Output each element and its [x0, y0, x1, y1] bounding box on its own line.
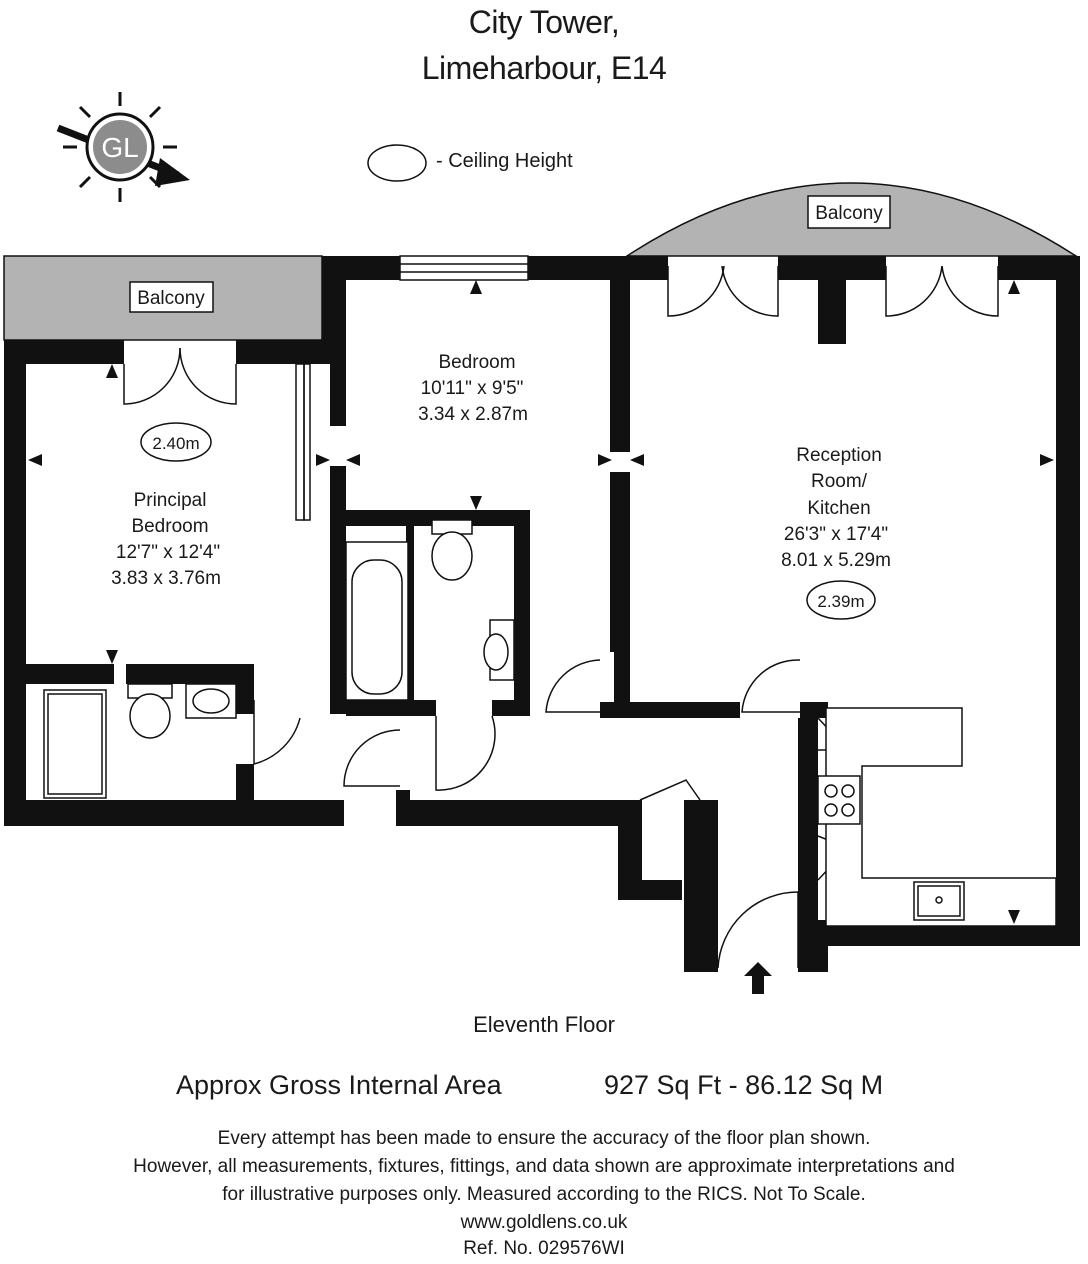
reception-metric: 8.01 x 5.29m	[781, 550, 891, 571]
disclaimer-line3: for illustrative purposes only. Measured according to the RICS. Not To Scale.	[222, 1184, 866, 1205]
ceiling-height-legend-icon	[368, 145, 426, 181]
principal-bedroom-name-2: Bedroom	[131, 516, 209, 537]
bedroom-metric: 3.34 x 2.87m	[418, 404, 528, 425]
reception-name-1: Reception	[796, 445, 882, 466]
bedroom-name: Bedroom	[438, 352, 516, 373]
principal-bedroom-name-1: Principal	[133, 490, 207, 511]
reception-name-3: Kitchen	[807, 498, 871, 519]
plan-title-line2: Limeharbour, E14	[421, 50, 667, 86]
principal-bedroom-metric: 3.83 x 3.76m	[111, 568, 221, 589]
principal-bedroom-imperial: 12'7" x 12'4"	[115, 542, 221, 563]
windows	[400, 256, 528, 280]
walls	[4, 256, 1080, 972]
reception-imperial: 26'3" x 17'4"	[783, 524, 889, 545]
left-balcony-label: Balcony	[137, 288, 205, 309]
reference-number: Ref. No. 029576WI	[463, 1238, 625, 1259]
area-label: Approx Gross Internal Area	[176, 1070, 502, 1100]
right-balcony-label: Balcony	[815, 203, 883, 224]
doors	[124, 266, 998, 968]
floor-name: Eleventh Floor	[473, 1012, 615, 1037]
website-link[interactable]: www.goldlens.co.uk	[460, 1212, 628, 1233]
logo-text: GL	[101, 132, 139, 163]
disclaimer-line1: Every attempt has been made to ensure the accuracy of the floor plan shown.	[217, 1128, 871, 1149]
ceiling-height-legend-label: - Ceiling Height	[436, 150, 573, 172]
area-value: 927 Sq Ft - 86.12 Sq M	[604, 1070, 884, 1100]
plan-title-line1: City Tower,	[468, 4, 620, 40]
principal-ceiling-height: 2.40m	[152, 434, 200, 453]
compass-sun-icon	[58, 92, 190, 202]
bedroom-imperial: 10'11" x 9'5"	[420, 378, 524, 399]
reception-name-2: Room/	[811, 471, 867, 492]
reception-ceiling-height: 2.39m	[817, 592, 865, 611]
disclaimer-line2: However, all measurements, fixtures, fittings, and data shown are approximate interpretations and	[133, 1156, 955, 1177]
